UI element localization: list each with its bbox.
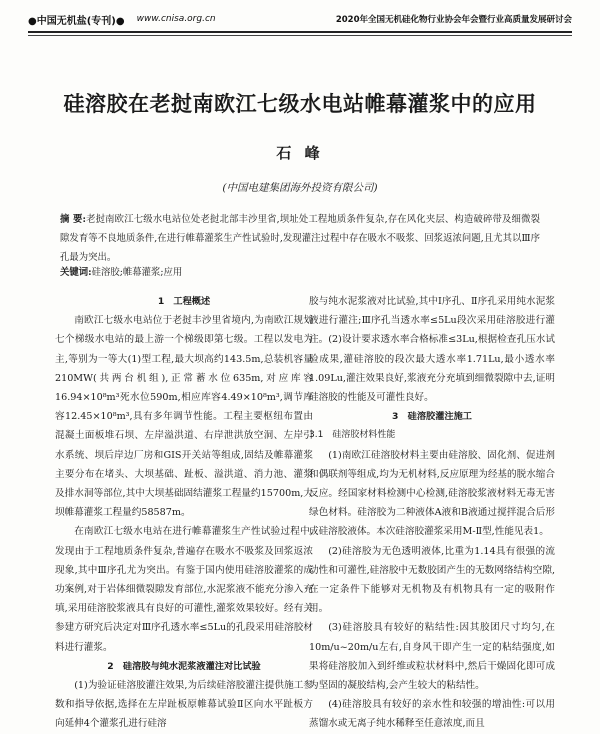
section-heading: 3 硅溶胶灌注施工	[392, 411, 472, 423]
header-left	[28, 12, 216, 27]
paragraph: 胶与纯水泥浆液对比试验,其中I序孔、Ⅱ序孔采用纯水泥浆液进行灌注;Ⅲ序孔当透水率≤5Lu段次采用硅溶胶进行灌注。(2)设计要求透水率合格标准≤3Lu,根据检查孔压水试验成果,灌硅溶胶的段次最大透水率1.71Lu,最小透水率1.09Lu,灌注效果良好,浆液充分充填到细微裂隙中去,证明硅溶胶的性能及可灌性良好。	[309, 296, 555, 404]
subsection-heading: 3.1 硅溶胶材料性能	[309, 430, 396, 441]
journal-url[interactable]: www.cnisa.org.cn	[136, 14, 216, 24]
author-affiliation: (中国电建集团海外投资有限公司)	[222, 182, 378, 194]
running-header	[28, 8, 572, 30]
keywords-label: 关键词:	[60, 267, 92, 278]
abstract-label: 摘 要:	[60, 214, 86, 225]
paragraph: (1)南欧江硅溶胶材料主要由硅溶胶、固化剂、促进剂和偶联剂等组成,均为无机材料,反应原理为经基的脱水缩合反应。经国家材料检测中心检测,硅溶胶浆液材料无毒无害绿色材料。硅溶胶为二种液体A液和B液通过搅拌混合后形成硅溶胶液体。本次硅溶胶灌浆采用M-Ⅱ型,性能见表1。	[309, 449, 555, 538]
paragraph: (3)硅溶胶具有较好的粘结性:因其胶团尺寸均匀,在10m/u~20m/u左右,自身风干即产生一定的粘结强度,如果将硅溶胶加入到纤维或粒状材料中,然后干燥固化即可成为坚固的凝胶结构,会产生较大的粘结性。	[309, 622, 555, 692]
section-heading: 1 工程概述	[157, 296, 211, 307]
paragraph: (1)为验证硅溶胶灌注效果,为后续硅溶胶灌注提供施工参数和指导依据,选择在左岸趾板原帷幕试验Ⅱ区向水平趾板方向延伸4个灌浆孔进行硅溶	[55, 680, 313, 730]
paragraph: 在南欧江七级水电站在进行帷幕灌浆生产性试验过程中,发现由于工程地质条件复杂,普遍存在吸水不吸浆及回浆返浓现象,其中Ⅲ序孔尤为突出。有鉴于国内使用硅溶胶灌浆的成功案例,对于岩体细微裂隙发育部位,水泥浆液不能充分渗入充填,采用硅溶胶浆液具有良好的可灌性,灌浆效果较好。经有关参建方研究后决定对Ⅲ序孔透水率≤5Lu的孔段采用硅溶胶材料进行灌浆。	[55, 526, 313, 653]
header-rule-thin	[28, 35, 572, 36]
paragraph: (4)硅溶胶具有较好的亲水性和较强的增油性:可以用蒸馏水或无离子纯水稀释至任意浓度,而且	[309, 699, 555, 730]
body-column-left	[55, 292, 313, 734]
section-heading: 2 硅溶胶与纯水泥浆液灌注对比试验	[107, 660, 261, 672]
keywords	[60, 264, 540, 282]
body-column-right	[309, 292, 555, 734]
paragraph: (2)硅溶胶为无色透明液体,比重为1.14具有很强的流动性和可灌性,硅溶胶中无数胶团产生的无数网络结构空隙,在一定条件下能够对无机物及有机物具有一定的吸附作用。	[309, 545, 555, 615]
header-rule-thick	[28, 31, 572, 33]
journal-name: ●中国无机盐(专刊)●	[28, 15, 125, 27]
paragraph: 南欧江七级水电站位于老挝丰沙里省境内,为南欧江规划七个梯级水电站的最上游一个梯级即第七级。工程以发电为主,等别为一等大(1)型工程,最大坝高约143.5m,总装机容量210MW(共两台机组),正常蓄水位635m,对应库容16.94×10⁸m³死水位590m,相应库容4.49×10⁸m³,调节库容12.45×10⁸m³,具有多年调节性能。工程主要枢纽布置由混凝土面板堆石坝、左岸溢洪道、右岸泄洪放空洞、左岸引水系统、坝后岸边厂房和GIS开关站等组成,固结及帷幕灌浆主要分布在堵头、大坝基础、趾板、溢洪道、消力池、灌浆及排水洞等部位,其中大坝基础固结灌浆工程量约15700m,大坝帷幕灌浆工程量约58587m。	[55, 315, 313, 519]
keywords-text: 硅溶胶;帷幕灌浆;应用	[91, 267, 183, 278]
abstract-text: 老挝南欧江七级水电站位处老挝北部丰沙里省,坝址处工程地质条件复杂,存在风化夹层、构造破碎带及细微裂隙发育等不良地质条件,在进行帷幕灌浆生产性试验时,发现灌注过程中存在吸水不吸浆、回浆返浓问题,且尤其以Ⅲ序孔最为突出。	[60, 214, 540, 263]
abstract	[60, 210, 540, 267]
conference-name: 2020年全国无机硅化物行业协会年会暨行业高质量发展研讨会	[335, 15, 572, 25]
article-title: 硅溶胶在老挝南欧江七级水电站帷幕灌浆中的应用	[63, 91, 537, 116]
author-name: 石 峰	[276, 144, 324, 162]
